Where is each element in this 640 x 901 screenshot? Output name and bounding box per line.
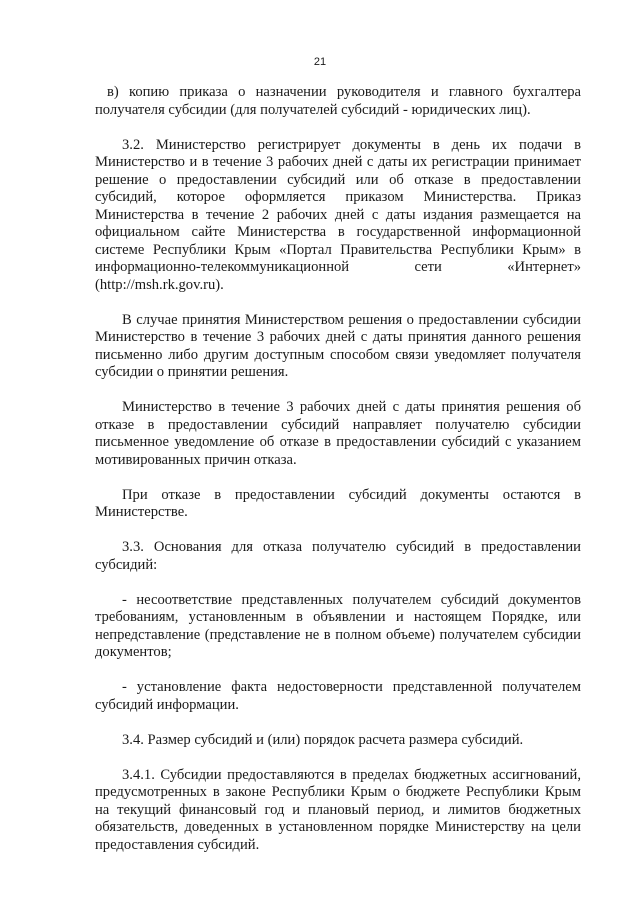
paragraph-documents-remain: При отказе в предоставлении субсидий документы остаются в Министерстве. (95, 486, 581, 520)
paragraph-3-2-registration: 3.2. Министерство регистрирует документы в день их подачи в Министерство и в течение 3 рабочих дней с даты их регистрации принимает решение о предоставлении субсидий или об отказе в предоставлении субсидий, которое оформляется приказом Министерства. Приказ Министерства в течение 2 рабочих дней с даты издания размещается на официальном сайте Министерства в государственной информационной системе Республики Крым «Портал Правительства Республики Крым» в информационно-телекоммуникационной сети «Интернет» (http://msh.rk.gov.ru). (95, 136, 581, 293)
paragraph-refusal-notice: Министерство в течение 3 рабочих дней с даты принятия решения об отказе в предоставлении субсидий направляет получателю субсидии письменное уведомление об отказе в предоставлении субсидий с указанием мотивированных причин отказа. (95, 399, 581, 468)
paragraph-3-3-refusal-grounds: 3.3. Основания для отказа получателю субсидий в предоставлении субсидий: (95, 539, 581, 573)
paragraph-3-4-subsidy-size: 3.4. Размер субсидий и (или) порядок расчета размера субсидий. (122, 731, 524, 748)
list-item-nonconformity: - несоответствие представленных получателем субсидий документов требованиям, установленным в объявлении и настоящем Порядке, или непредставление (представление не в полном объеме) получателем субсидии документов; (95, 591, 581, 660)
paragraph-decision-notice: В случае принятия Министерством решения о предоставлении субсидии Министерство в течение 3 рабочих дней с даты принятия данного решения письменно либо другим доступным способом связи уведомляет получателя субсидии о принятии решения. (95, 311, 581, 380)
paragraph-copy-of-order: в) копию приказа о назначении руководителя и главного бухгалтера получателя субсидии (для получателей субсидий - юридических лиц). (95, 84, 581, 118)
paragraph-3-4-1-budget-limits: 3.4.1. Субсидии предоставляются в пределах бюджетных ассигнований, предусмотренных в законе Республики Крым о бюджете Республики Крым на текущий финансовый год и плановый период, и лимитов бюджетных обязательств, доведенных в установленном порядке Министерству на цели предоставления субсидий. (95, 766, 581, 853)
document-body (95, 84, 581, 872)
list-item-false-information: - установление факта недостоверности представленной получателем субсидий информации. (95, 679, 581, 713)
page-number: 21 (313, 56, 327, 68)
